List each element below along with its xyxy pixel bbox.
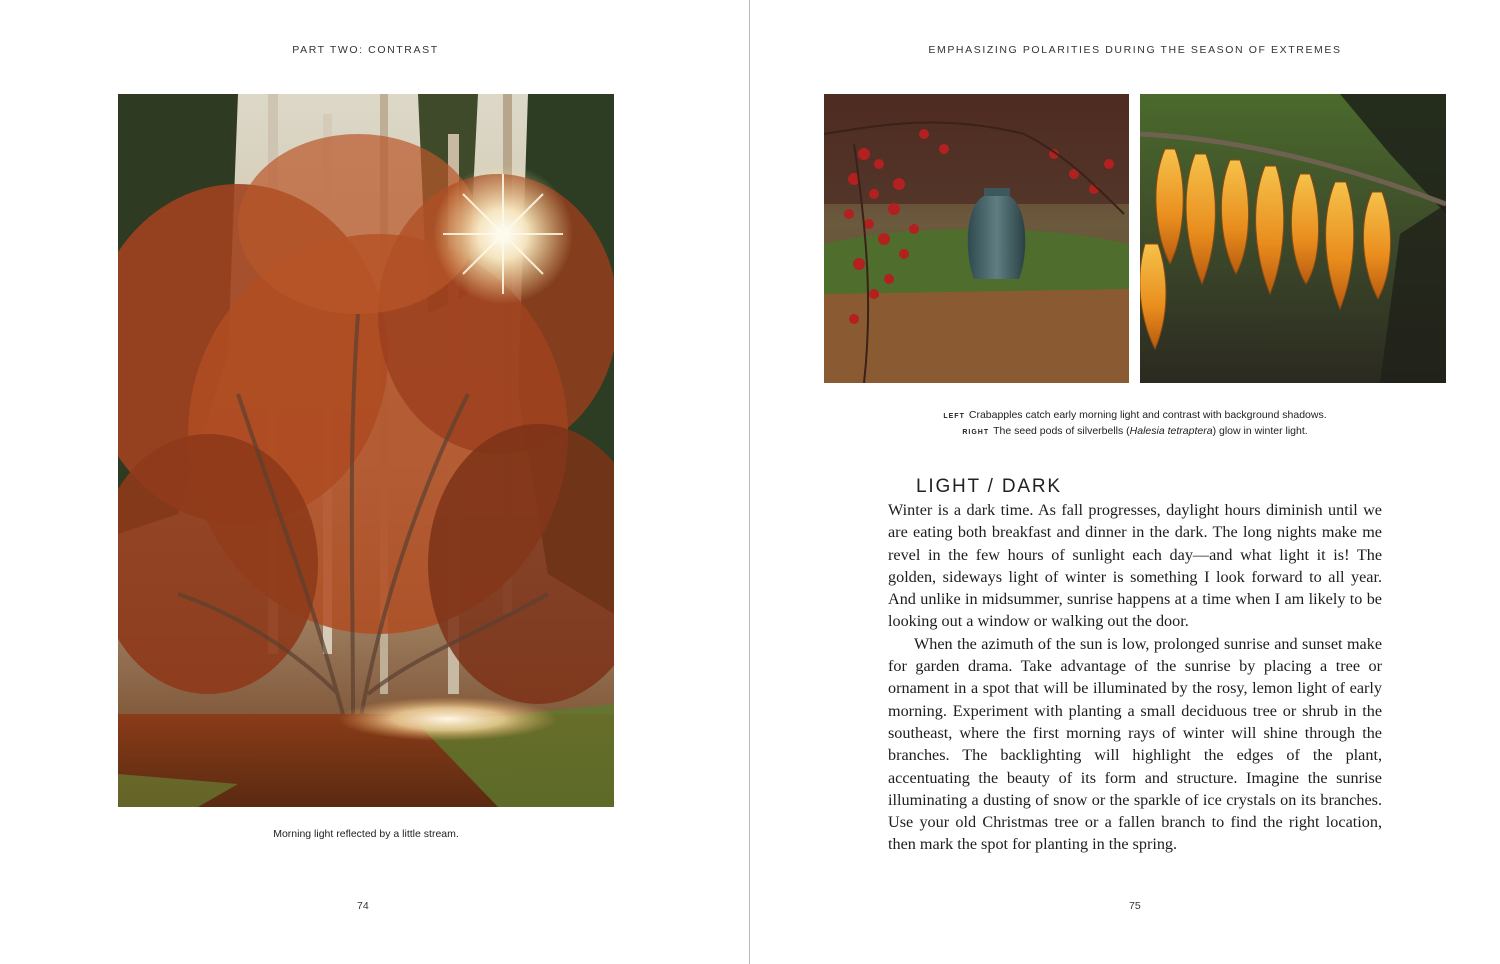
- photo-autumn-tree-sunburst: [118, 94, 614, 807]
- caption-right-text-after: ) glow in winter light.: [1212, 425, 1308, 437]
- caption-left-text: Crabapples catch early morning light and contrast with background shadows.: [968, 409, 1327, 421]
- photo-caption: Morning light reflected by a little stream.: [273, 828, 459, 840]
- caption-right-tag: RIGHT: [962, 429, 990, 436]
- caption-right-text-before: The seed pods of silverbells (: [993, 425, 1130, 437]
- caption-right-species: Halesia tetraptera: [1129, 425, 1213, 437]
- page-number-left: 74: [357, 900, 369, 912]
- left-page: [0, 0, 749, 964]
- photo-crabapples: [824, 94, 1129, 383]
- body-text: [888, 499, 1382, 856]
- photo-captions: [824, 408, 1446, 440]
- paragraph-2: When the azimuth of the sun is low, prolonged sunrise and sunset make for garden drama. Take advantage of the sunrise by placing a tree or ornament in a spot that will be illuminated by the rosy, lemon light of early morning. Experiment with planting a small deciduous tree or shrub in the southeast, where the first morning rays of winter will shine through the branches. The backlighting will highlight the edges of the plant, accentuating the beauty of its form and structure. Imagine the sunrise illuminating a dusting of snow or the sparkle of ice crystals on its branches. Use your old Christmas tree or a fallen branch to find the right location, then mark the spot for planting in the spring.: [888, 634, 1382, 854]
- caption-left: [824, 408, 1446, 424]
- page-number-right: 75: [1129, 900, 1141, 912]
- running-head-right: EMPHASIZING POLARITIES DURING THE SEASON OF EXTREMES: [928, 44, 1342, 56]
- caption-right: [824, 424, 1446, 440]
- running-head-left: PART TWO: CONTRAST: [292, 44, 439, 56]
- paragraph-1: Winter is a dark time. As fall progresses, daylight hours diminish until we are eating both breakfast and dinner in the dark. The long nights make me revel in the few hours of sunlight each day—and what light it is! The golden, sideways light of winter is something I look forward to all year. And unlike in midsummer, sunrise happens at a time when I am likely to be looking out a window or walking out the door.: [888, 501, 1382, 631]
- caption-left-tag: LEFT: [943, 413, 965, 420]
- section-heading: LIGHT / DARK: [916, 476, 1062, 497]
- right-page: [750, 0, 1500, 964]
- photo-silverbell-seed-pods: [1140, 94, 1446, 383]
